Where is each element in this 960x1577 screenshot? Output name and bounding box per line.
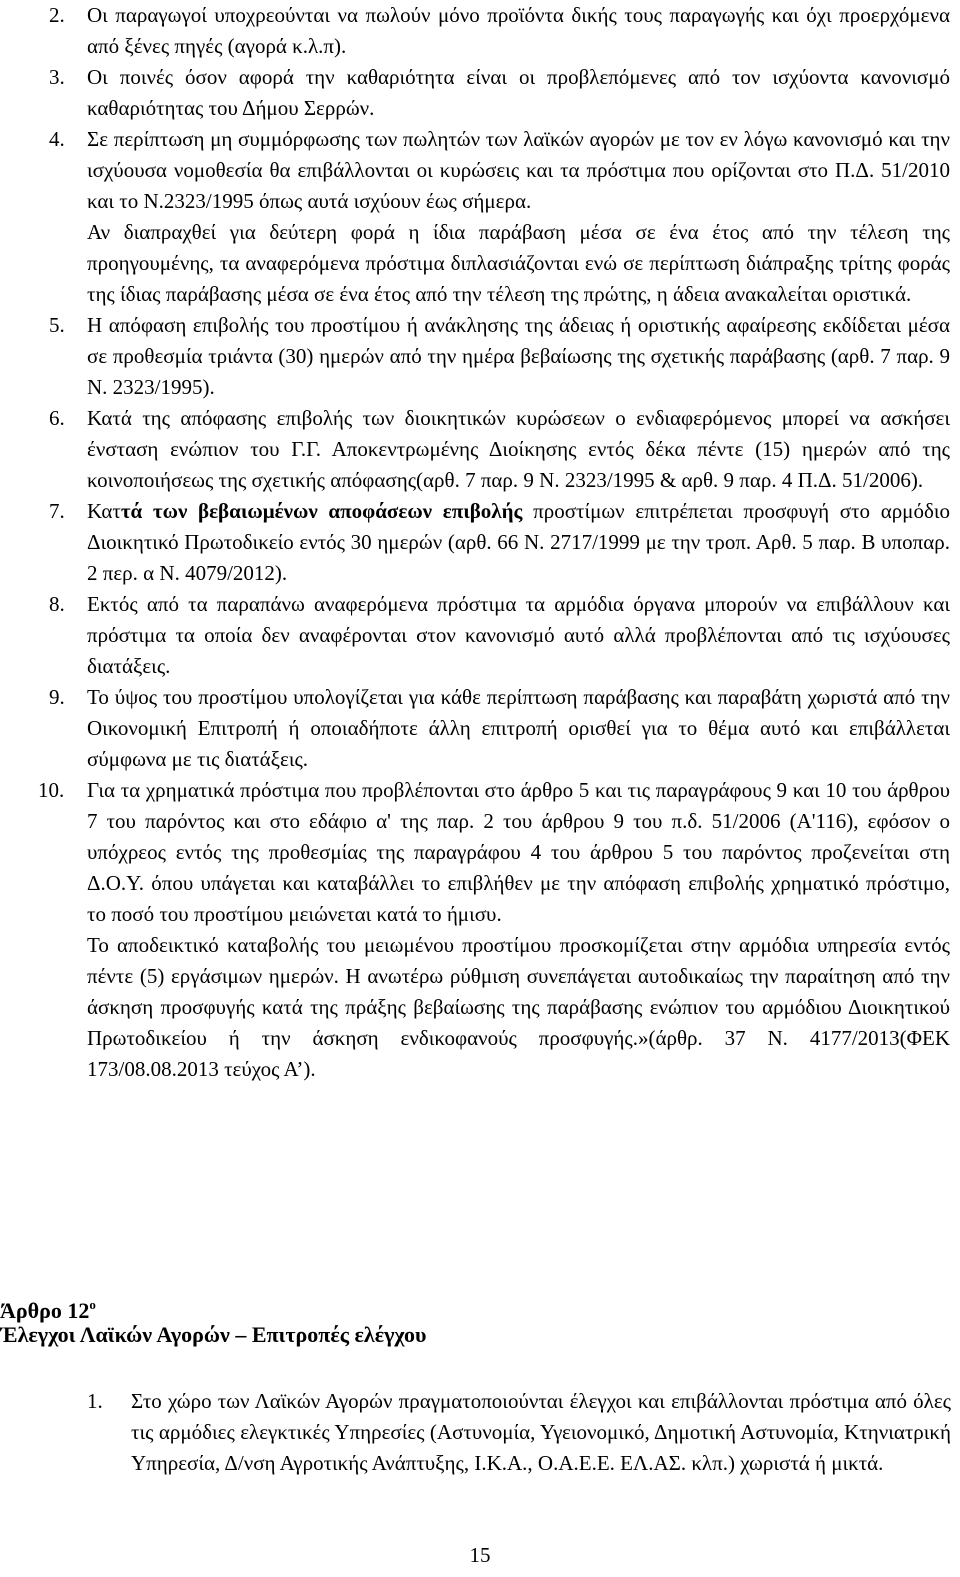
page-number: 15 — [469, 1543, 491, 1567]
list-item — [0, 775, 950, 1085]
article-subtitle: Έλεγχοι Λαϊκών Αγορών – Επιτροπές ελέγχου — [0, 1322, 427, 1347]
item-text: Για τα χρηματικά πρόστιμα που προβλέπονται στο άρθρο 5 και τις παραγράφους 9 και 10 του άρθρου 7 του παρόντος και στο εδάφιο α' της παρ. 2 του άρθρου 9 του π.δ. 51/2006 (Α'116), εφόσον ο υπόχρεος εντός της προθεσμίας της παραγράφου 4 του άρθρου 5 του παρόντος προζενείται στη Δ.Ο.Υ. όπου υπάγεται και καταβάλλει το επιβλήθεν με την απόφαση επιβολής χρηματικό πρόστιμο, το ποσό του προστίμου μειώνεται κατά το ήμισυ. — [87, 778, 950, 926]
item-text: Στο χώρο των Λαϊκών Αγορών πραγματοποιούνται έλεγχοι και επιβάλλονται πρόστιμα από όλες τις αρμόδιες ελεγκτικές Υπηρεσίες (Αστυνομία, Υγειονομικό, Δημοτική Αστυνομία, Κτηνιατρική Υπηρεσία, Δ/νση Αγροτικής Ανάπτυξης, Ι.Κ.Α., Ο.Α.Ε.Ε. ΕΛ.ΑΣ. κλπ.) χωριστά ή μικτά. — [131, 1389, 951, 1475]
item-number: 5. — [49, 313, 65, 337]
list-item — [0, 403, 950, 496]
item-number: 3. — [49, 65, 65, 89]
item-text — [87, 496, 950, 589]
item-number: 1. — [87, 1389, 103, 1413]
item-text-continued: Το αποδεικτικό καταβολής του μειωμένου προστίμου προσκομίζεται στην αρμόδια υπηρεσία εντός πέντε (5) εργάσιμων ημερών. Η ανωτέρω ρύθμιση συνεπάγεται αυτοδικαίως την παραίτηση από την άσκηση προσφυγής κατά της πράξης βεβαίωσης της παράβασης ενώπιον του αρμόδιου Διοικητικού Πρωτοδικείου ή την άσκηση ενδικοφανούς προσφυγής.»(άρθρ. 37 Ν. 4177/2013(ΦΕΚ 173/08.08.2013 τεύχος Α’). — [87, 933, 950, 1081]
controls-list — [0, 1386, 960, 1479]
item-text: Σε περίπτωση μη συμμόρφωσης των πωλητών των λαϊκών αγορών με τον εν λόγω κανονισμό και την ισχύουσα νομοθεσία θα επιβάλλονται οι κυρώσεις και τα πρόστιμα που ορίζονται στο Π.Δ. 51/2010 και το Ν.2323/1995 όπως αυτά ισχύουν έως σήμερα. — [87, 127, 950, 213]
list-item — [0, 62, 950, 124]
item-lead-text: Κατ — [87, 499, 121, 523]
item-text-continued: Αν διαπραχθεί για δεύτερη φορά η ίδια παράβαση μέσα σε ένα έτος από την τέλεση της προηγουμένης, τα αναφερόμενα πρόστιμα διπλασιάζονται ενώ σε περίπτωση διάπραξης τρίτης φοράς της ίδιας παράβασης μέσα σε ένα έτος από την τέλεση της πρώτης, η άδεια ανακαλείται οριστικά. — [87, 220, 950, 306]
item-number: 2. — [49, 3, 65, 27]
item-text: Η απόφαση επιβολής του προστίμου ή ανάκλησης της άδειας ή οριστικής αφαίρεσης εκδίδεται μέσα σε προθεσμία τριάντα (30) ημερών από την ημέρα βεβαίωσης της σχετικής παράβασης (αρθ. 7 παρ. 9 Ν. 2323/1995). — [87, 313, 950, 399]
article-title-text: Άρθρο 12 — [0, 1298, 90, 1323]
list-item — [0, 1386, 951, 1479]
bold-phrase: τά των βεβαιωμένων αποφάσεων επιβολής — [120, 499, 523, 523]
item-number: 7. — [49, 499, 65, 523]
item-number: 8. — [49, 592, 65, 616]
list-item — [0, 589, 950, 682]
item-number: 4. — [49, 127, 65, 151]
list-item — [0, 124, 950, 310]
item-number: 9. — [49, 685, 65, 709]
item-text: Οι ποινές όσον αφορά την καθαριότητα είναι οι προβλεπόμενες από τον ισχύοντα κανονισμό καθαριότητας του Δήμου Σερρών. — [87, 65, 950, 120]
item-number: 6. — [49, 406, 65, 430]
item-text: Εκτός από τα παραπάνω αναφερόμενα πρόστιμα τα αρμόδια όργανα μπορούν να επιβάλλουν και πρόστιμα τα οποία δεν αναφέρονται στον κανονισμό αυτό αλλά προβλέπονται από τις ισχύουσες διατάξεις. — [87, 592, 950, 678]
list-item — [0, 310, 950, 403]
list-item — [0, 682, 950, 775]
list-item — [0, 0, 950, 62]
item-rest-text: προστίμων επιτρέπεται προσφυγή στο αρμόδιο Διοικητικό Πρωτοδικείο εντός 30 ημερών (αρθ. 66 Ν. 2717/1999 με την τροπ. Αρθ. 5 παρ. Β υποπαρ. 2 περ. α Ν. 4079/2012). — [87, 499, 950, 585]
item-text: Κατά της απόφασης επιβολής των διοικητικών κυρώσεων ο ενδιαφερόμενος μπορεί να ασκήσει ένσταση ενώπιον του Γ.Γ. Αποκεντρωμένης Διοίκησης εντός δέκα πέντε (15) ημερών από της κοινοποιήσεως της σχετικής απόφασης(αρθ. 7 παρ. 9 Ν. 2323/1995 & αρθ. 9 παρ. 4 Π.Δ. 51/2006). — [87, 406, 950, 492]
item-number: 10. — [38, 778, 65, 802]
article-title-superscript: ο — [89, 1297, 96, 1312]
list-item — [0, 496, 950, 589]
item-text: Οι παραγωγοί υποχρεούνται να πωλούν μόνο προϊόντα δικής τους παραγωγής και όχι προερχόμενα από ξένες πηγές (αγορά κ.λ.π). — [87, 3, 950, 58]
item-text: Το ύψος του προστίμου υπολογίζεται για κάθε περίπτωση παράβασης και παραβάτη χωριστά από την Οικονομική Επιτροπή ή οποιαδήποτε άλλη επιτροπή ορισθεί για το θέμα αυτό και επιβάλλεται σύμφωνα με τις διατάξεις. — [87, 685, 950, 771]
